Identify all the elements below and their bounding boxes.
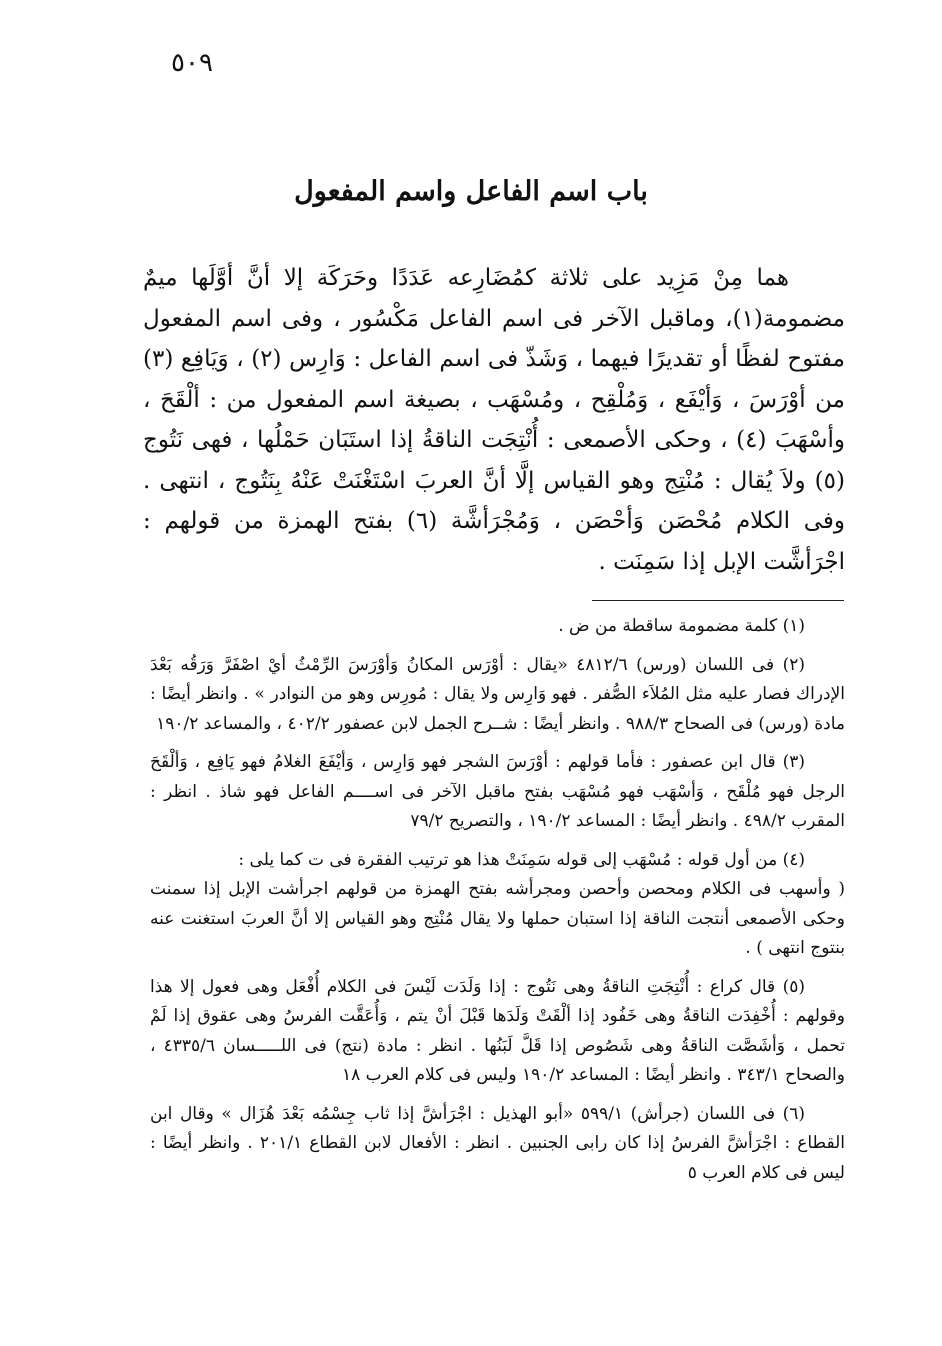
main-text	[143, 258, 845, 582]
footnotes	[150, 612, 845, 1197]
footnote-2: (٢) فى اللسان (ورس) ٤٨١٢/٦ «يقال : أوْرَس المكانُ وَأوْرَسَ الرِّمْثُ أيْ اصْفَرَّ وَرَقُه بَعْدَ الإدراك فصار عليه مثل المُلاَء الصُّفر . فهو وَارِس ولا يقال : مُورِس وهو من النوادر » . وانظر أيضًا : مادة (ورس) فى الصحاح ٩٨٨/٣ . وانظر أيضًا : شــرح الجمل لابن عصفور ٤٠٢/٢ ، والمساعد ١٩٠/٢	[150, 654, 845, 734]
footnote-4: (٤) من أول قوله : مُسْهَب إلى قوله سَمِنَتْ هذا هو ترتيب الفقرة فى ت كما يلى :	[238, 849, 805, 870]
footnote-4-quote: ( وأسهب فى الكلام ومحصن وأحصن ومجرأشه بفتح الهمزة من قولهم اجرأشت الإبل إذا سمنت وحكى الأصمعى أنتجت الناقة إذا استبان حملها ولا يقال مُنْتِج وهو القياس إلا أنَّ العربَ استغنت عنه بنتوج انتهى ) .	[150, 879, 845, 958]
chapter-title: باب اسم الفاعل واسم المفعول	[294, 176, 648, 207]
body-paragraph: هما مِنْ مَزِيد على ثلاثة كمُضَارِعه عَدَدًا وحَرَكَة إلا أنَّ أوَّلَها ميمٌ مضمومة(١)، وماقبل الآخر فى اسم الفاعل مَكْسُور ، وفى اسم المفعول مفتوح لفظًا أو تقديرًا فيهما ، وَشَذّ فى اسم الفاعل : وَارِس (٢) ، وَيَافِع (٣) من أوْرَسَ ، وَأيْفَع ، وَمُلْقِح ، ومُسْهَب ، بصيغة اسم المفعول من : ألْقَحَ ، وأسْهَبَ (٤) ، وحكى الأصمعى : أُنْتِجَت الناقةُ إذا استَبَان حَمْلُها ، فهى نَتُوج (٥) ولاَ يُقال : مُنْتِج وهو القياس إلَّا أنَّ العربَ اسْتَغْنَتْ عَنْهُ بِنَتُوج ، انتهى . وفى الكلام مُحْصَن وَأحْصَن ، وَمُجْرَأشَّة (٦) بفتح الهمزة من قولهم : اجْرَأشَّت الإبل إذا سَمِنَت .	[143, 265, 846, 575]
footnote-3: (٣) قال ابن عصفور : فأما قولهم : أوْرَسَ الشجر فهو وَارِس ، وَأيْفَعَ الغلامُ فهو يَافِع ، وَألْقَحَ الرجل فهو مُلْقَح ، وَأسْهَب فهو مُسْهَب بفتح ماقبل الآخر فى اســــم الفاعل فهو شاذ . انظر : المقرب ٤٩٨/٢ . وانظر أيضًا : المساعد ١٩٠/٢ ، والتصريح ٧٩/٢	[150, 752, 845, 831]
footnote-divider	[592, 600, 844, 601]
footnote-6: (٦) فى اللسان (جرأش) ٥٩٩/١ «أبو الهذيل : اجْرَأشَّ إذا ثاب جِسْمُه بَعْدَ هُزَال » وقال ابن القطاع : اجْرَأشَّ الفرسُ إذا كان رابى الجنبين . انظر : الأفعال لابن القطاع ٢٠١/١ . وانظر أيضًا : ليس فى كلام العرب ٥	[150, 1103, 845, 1183]
footnote-5: (٥) قال كراع : أُنْتِجَتِ الناقةُ وهى نَتُوج : إذا وَلَدَت لَيْسَ فى الكلام أُفْعَل وهى فعول إلا هذا وقولهم : أُخْفِدَت الناقةُ وهى خَفُود إذا ألْقَتْ وَلَدَها قَبْلَ أنْ يتم ، وَأُعَقَّت الفرسُ وهى عقوق إذا لَمْ تحمل ، وَأشَصَّت الناقةُ وهى شَصُوص إذا قَلَّ لَبَنُها . انظر : مادة (نتج) فى اللـــــسان ٤٣٣٥/٦ ، والصحاح ٣٤٣/١ . وانظر أيضًا : المساعد ١٩٠/٢ وليس فى كلام العرب ١٨	[150, 976, 846, 1085]
page-number: ٥٠٩	[171, 48, 213, 78]
footnote-1: (١) كلمة مضمومة ساقطة من ض .	[558, 616, 805, 636]
